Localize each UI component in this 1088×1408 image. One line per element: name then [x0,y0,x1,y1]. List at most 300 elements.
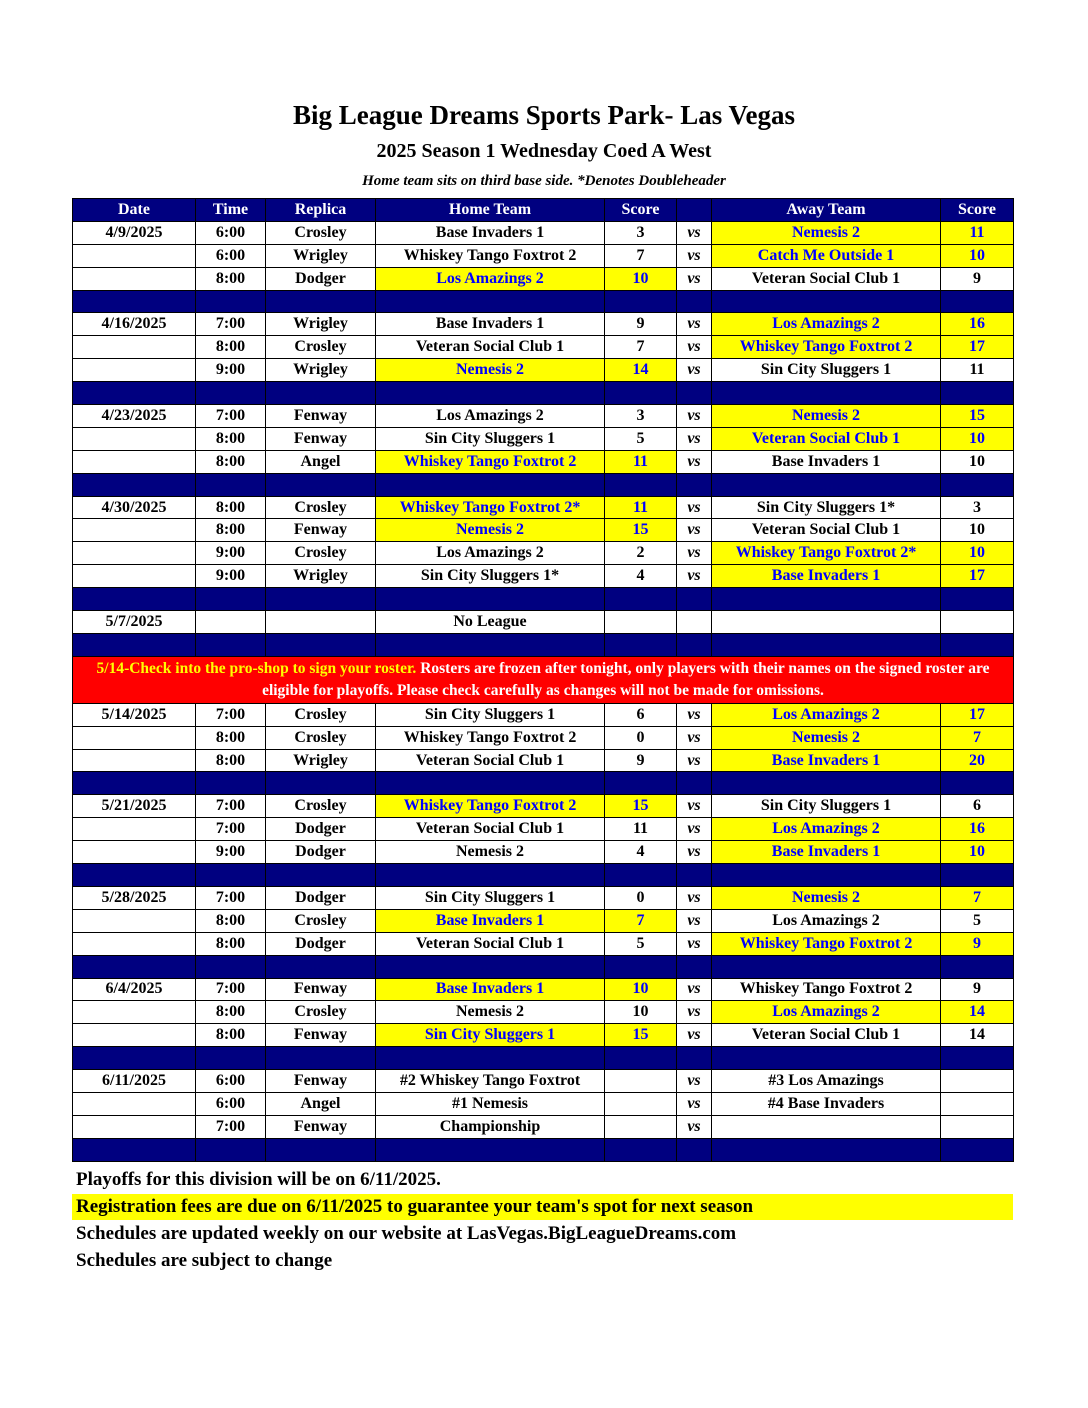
home-score-cell: 4 [605,841,677,864]
replica-cell: Fenway [266,519,376,542]
away-score-cell: 20 [941,749,1014,772]
replica-cell: Crosley [266,542,376,565]
time-cell: 8:00 [196,427,266,450]
time-cell: 7:00 [196,818,266,841]
separator-cell [266,382,376,405]
separator-cell [266,588,376,611]
separator-cell [73,1047,196,1070]
time-cell: 8:00 [196,726,266,749]
replica-cell: Crosley [266,496,376,519]
separator-cell [941,290,1014,313]
vs-cell: vs [677,565,712,588]
separator-cell [605,772,677,795]
home-team-cell: Nemesis 2 [376,1001,605,1024]
separator-cell [677,1138,712,1161]
separator-cell [605,382,677,405]
away-team-cell: Whiskey Tango Foxtrot 2 [712,336,941,359]
separator-cell [677,382,712,405]
home-score-cell: 9 [605,313,677,336]
time-cell: 7:00 [196,886,266,909]
replica-cell [266,611,376,634]
separator-cell [266,955,376,978]
home-team-cell: Sin City Sluggers 1* [376,565,605,588]
playoffs-note: Playoffs for this division will be on 6/11/2025. [76,1169,441,1190]
separator-cell [712,588,941,611]
away-team-cell: #3 Los Amazings [712,1070,941,1093]
separator-cell [266,1047,376,1070]
vs-cell: vs [677,1092,712,1115]
replica-cell: Crosley [266,795,376,818]
away-team-cell: Veteran Social Club 1 [712,1024,941,1047]
separator-cell [941,1138,1014,1161]
game-row [73,336,1014,359]
registration-note: Registration fees are due on 6/11/2025 to guarantee your team's spot for next season [72,1194,1013,1220]
vs-cell: vs [677,703,712,726]
away-team-cell: Catch Me Outside 1 [712,244,941,267]
home-score-cell: 9 [605,749,677,772]
separator-cell [605,1138,677,1161]
time-cell: 6:00 [196,1092,266,1115]
home-team-cell: Nemesis 2 [376,359,605,382]
home-score-cell [605,1115,677,1138]
vs-cell: vs [677,1001,712,1024]
time-cell: 6:00 [196,1070,266,1093]
home-score-cell: 7 [605,244,677,267]
home-score-cell: 10 [605,978,677,1001]
separator-cell [376,864,605,887]
separator-cell [677,955,712,978]
away-team-cell: Sin City Sluggers 1 [712,359,941,382]
home-team-cell: Nemesis 2 [376,841,605,864]
away-team-cell: Los Amazings 2 [712,818,941,841]
vs-cell: vs [677,542,712,565]
replica-cell: Wrigley [266,313,376,336]
game-row [73,496,1014,519]
away-score-cell: 14 [941,1001,1014,1024]
home-score-cell: 11 [605,496,677,519]
website-note: Schedules are updated weekly on our website at LasVegas.BigLeagueDreams.com [76,1223,737,1244]
replica-cell: Crosley [266,1001,376,1024]
time-cell: 8:00 [196,749,266,772]
game-row [73,313,1014,336]
replica-cell: Dodger [266,267,376,290]
home-score-cell: 11 [605,450,677,473]
time-cell: 6:00 [196,244,266,267]
separator-cell [605,290,677,313]
away-score-cell: 17 [941,336,1014,359]
home-team-cell: Base Invaders 1 [376,909,605,932]
date-cell [73,1001,196,1024]
separator-cell [941,473,1014,496]
replica-cell: Angel [266,450,376,473]
away-score-cell: 10 [941,244,1014,267]
separator-cell [712,1138,941,1161]
table-header-row [73,199,1014,222]
away-team-cell: Whiskey Tango Foxtrot 2 [712,932,941,955]
away-team-cell: Sin City Sluggers 1* [712,496,941,519]
away-score-cell: 11 [941,221,1014,244]
separator-cell [196,1047,266,1070]
home-score-cell: 15 [605,795,677,818]
separator-row [73,864,1014,887]
away-team-cell: Whiskey Tango Foxtrot 2* [712,542,941,565]
home-team-cell: Sin City Sluggers 1 [376,886,605,909]
home-score-cell: 4 [605,565,677,588]
time-cell: 8:00 [196,267,266,290]
separator-cell [677,290,712,313]
game-row [73,703,1014,726]
replica-cell: Crosley [266,336,376,359]
time-cell: 8:00 [196,519,266,542]
time-cell: 8:00 [196,932,266,955]
separator-cell [196,864,266,887]
away-team-cell: Nemesis 2 [712,221,941,244]
home-score-cell: 14 [605,359,677,382]
separator-cell [266,864,376,887]
col-header-away-score: Score [941,199,1014,222]
separator-row [73,382,1014,405]
roster-notice-body: Rosters are frozen after tonight, only players with their names on the signed roster are eligible for playoffs. Please check carefully as changes will not be made for omissions. [262,659,990,699]
time-cell: 7:00 [196,795,266,818]
game-row [73,909,1014,932]
separator-cell [677,864,712,887]
separator-cell [376,290,605,313]
separator-cell [266,633,376,656]
vs-cell: vs [677,496,712,519]
vs-cell: vs [677,221,712,244]
page-title: Big League Dreams Sports Park- Las Vegas [292,100,796,130]
away-team-cell: Nemesis 2 [712,726,941,749]
separator-cell [376,1138,605,1161]
game-row [73,1115,1014,1138]
separator-cell [677,633,712,656]
separator-cell [712,382,941,405]
away-team-cell: Veteran Social Club 1 [712,267,941,290]
separator-cell [196,633,266,656]
replica-cell: Crosley [266,703,376,726]
home-team-cell: Veteran Social Club 1 [376,749,605,772]
separator-cell [266,290,376,313]
game-row [73,221,1014,244]
away-score-cell: 9 [941,978,1014,1001]
home-score-cell: 5 [605,427,677,450]
home-score-cell: 7 [605,336,677,359]
replica-cell: Fenway [266,1115,376,1138]
date-cell [73,565,196,588]
roster-notice [73,656,1014,703]
roster-notice-row [73,656,1014,703]
home-score-cell: 11 [605,818,677,841]
separator-cell [376,1047,605,1070]
date-cell [73,542,196,565]
separator-cell [712,955,941,978]
date-cell [73,909,196,932]
vs-cell: vs [677,359,712,382]
separator-cell [376,382,605,405]
game-row [73,565,1014,588]
separator-cell [73,955,196,978]
game-row [73,359,1014,382]
vs-cell: vs [677,1024,712,1047]
game-row [73,978,1014,1001]
replica-cell: Angel [266,1092,376,1115]
away-team-cell: Base Invaders 1 [712,450,941,473]
home-team-cell: Whiskey Tango Foxtrot 2 [376,795,605,818]
vs-cell: vs [677,932,712,955]
home-team-cell: Championship [376,1115,605,1138]
game-row [73,1070,1014,1093]
date-cell: 5/28/2025 [73,886,196,909]
date-cell: 5/14/2025 [73,703,196,726]
col-header-vs [677,199,712,222]
home-score-cell: 3 [605,221,677,244]
separator-cell [376,588,605,611]
replica-cell: Fenway [266,405,376,428]
vs-cell [677,611,712,634]
home-score-cell: 15 [605,519,677,542]
home-team-cell: Veteran Social Club 1 [376,336,605,359]
away-team-cell [712,1115,941,1138]
game-row [73,405,1014,428]
game-row [73,841,1014,864]
replica-cell: Wrigley [266,244,376,267]
away-score-cell: 10 [941,841,1014,864]
replica-cell: Wrigley [266,359,376,382]
away-team-cell: Nemesis 2 [712,886,941,909]
replica-cell: Dodger [266,932,376,955]
change-note: Schedules are subject to change [76,1250,333,1271]
vs-cell: vs [677,749,712,772]
away-score-cell: 17 [941,565,1014,588]
separator-cell [73,382,196,405]
separator-cell [605,588,677,611]
vs-cell: vs [677,450,712,473]
away-score-cell: 5 [941,909,1014,932]
separator-cell [605,1047,677,1070]
time-cell: 8:00 [196,909,266,932]
home-team-cell: Los Amazings 2 [376,267,605,290]
vs-cell: vs [677,313,712,336]
home-score-cell: 10 [605,267,677,290]
vs-cell: vs [677,909,712,932]
separator-cell [196,955,266,978]
game-row [73,244,1014,267]
col-header-home-team: Home Team [376,199,605,222]
date-cell [73,1092,196,1115]
separator-cell [941,772,1014,795]
away-score-cell: 9 [941,932,1014,955]
separator-cell [941,382,1014,405]
separator-cell [941,955,1014,978]
replica-cell: Fenway [266,978,376,1001]
away-team-cell: Sin City Sluggers 1 [712,795,941,818]
separator-cell [266,772,376,795]
date-cell: 6/4/2025 [73,978,196,1001]
date-cell [73,1024,196,1047]
home-score-cell: 10 [605,1001,677,1024]
vs-cell: vs [677,519,712,542]
separator-cell [73,772,196,795]
vs-cell: vs [677,244,712,267]
date-cell: 6/11/2025 [73,1070,196,1093]
vs-cell: vs [677,267,712,290]
separator-cell [196,473,266,496]
game-row [73,542,1014,565]
separator-cell [73,1138,196,1161]
home-score-cell [605,611,677,634]
home-team-cell: #1 Nemesis [376,1092,605,1115]
away-team-cell: Base Invaders 1 [712,749,941,772]
replica-cell: Crosley [266,221,376,244]
date-cell [73,267,196,290]
away-team-cell: Base Invaders 1 [712,565,941,588]
home-team-cell: Sin City Sluggers 1 [376,427,605,450]
game-row [73,1092,1014,1115]
away-team-cell: Los Amazings 2 [712,909,941,932]
schedule-table [72,198,1014,1162]
home-team-cell: Base Invaders 1 [376,221,605,244]
col-header-date: Date [73,199,196,222]
separator-cell [712,290,941,313]
home-score-cell [605,1070,677,1093]
vs-cell: vs [677,1070,712,1093]
separator-cell [605,633,677,656]
game-row [73,611,1014,634]
away-team-cell: Veteran Social Club 1 [712,519,941,542]
separator-row [73,588,1014,611]
home-team-cell: #2 Whiskey Tango Foxtrot [376,1070,605,1093]
separator-cell [196,588,266,611]
away-team-cell: #4 Base Invaders [712,1092,941,1115]
away-score-cell: 10 [941,542,1014,565]
date-cell [73,841,196,864]
home-team-cell: Los Amazings 2 [376,542,605,565]
date-cell [73,749,196,772]
separator-row [73,772,1014,795]
home-team-cell: Base Invaders 1 [376,978,605,1001]
replica-cell: Fenway [266,1070,376,1093]
home-team-cell: Base Invaders 1 [376,313,605,336]
home-team-cell: Veteran Social Club 1 [376,932,605,955]
home-score-cell: 3 [605,405,677,428]
game-row [73,818,1014,841]
game-row [73,450,1014,473]
separator-row [73,290,1014,313]
home-team-cell: Veteran Social Club 1 [376,818,605,841]
game-row [73,726,1014,749]
replica-cell: Crosley [266,726,376,749]
game-row [73,1024,1014,1047]
home-team-cell: Whiskey Tango Foxtrot 2 [376,244,605,267]
away-score-cell: 10 [941,450,1014,473]
date-cell [73,427,196,450]
replica-cell: Dodger [266,886,376,909]
schedule-body [73,221,1014,1161]
separator-cell [677,473,712,496]
separator-cell [376,633,605,656]
vs-cell: vs [677,405,712,428]
away-team-cell: Whiskey Tango Foxtrot 2 [712,978,941,1001]
vs-cell: vs [677,818,712,841]
separator-cell [712,1047,941,1070]
time-cell: 8:00 [196,336,266,359]
separator-cell [266,1138,376,1161]
separator-cell [605,955,677,978]
separator-row [73,1047,1014,1070]
separator-cell [712,864,941,887]
vs-cell: vs [677,336,712,359]
home-score-cell: 6 [605,703,677,726]
separator-cell [712,473,941,496]
game-row [73,932,1014,955]
page-subtitle: 2025 Season 1 Wednesday Coed A West [376,140,712,162]
separator-cell [196,382,266,405]
separator-cell [941,1047,1014,1070]
away-score-cell: 7 [941,726,1014,749]
replica-cell: Dodger [266,818,376,841]
date-cell: 5/7/2025 [73,611,196,634]
time-cell: 9:00 [196,542,266,565]
home-team-cell: No League [376,611,605,634]
date-cell [73,932,196,955]
separator-cell [605,473,677,496]
home-score-cell: 0 [605,886,677,909]
home-team-cell: Sin City Sluggers 1 [376,703,605,726]
home-score-cell [605,1092,677,1115]
home-team-cell: Los Amazings 2 [376,405,605,428]
away-score-cell: 16 [941,818,1014,841]
away-score-cell: 16 [941,313,1014,336]
col-header-home-score: Score [605,199,677,222]
separator-cell [376,473,605,496]
time-cell: 8:00 [196,450,266,473]
separator-cell [73,864,196,887]
time-cell: 9:00 [196,359,266,382]
time-cell: 8:00 [196,496,266,519]
away-score-cell: 11 [941,359,1014,382]
away-score-cell: 6 [941,795,1014,818]
separator-cell [677,588,712,611]
date-cell [73,519,196,542]
time-cell: 6:00 [196,221,266,244]
game-row [73,519,1014,542]
vs-cell: vs [677,1115,712,1138]
date-cell [73,336,196,359]
time-cell: 7:00 [196,1115,266,1138]
separator-cell [712,772,941,795]
home-score-cell: 0 [605,726,677,749]
time-cell: 8:00 [196,1024,266,1047]
separator-row [73,473,1014,496]
away-score-cell: 10 [941,519,1014,542]
away-team-cell: Los Amazings 2 [712,1001,941,1024]
schedule-note: Home team sits on third base side. *Denotes Doubleheader [362,173,726,189]
away-score-cell [941,611,1014,634]
separator-cell [376,772,605,795]
away-score-cell: 3 [941,496,1014,519]
vs-cell: vs [677,978,712,1001]
time-cell: 7:00 [196,405,266,428]
game-row [73,749,1014,772]
home-team-cell: Nemesis 2 [376,519,605,542]
away-team-cell: Nemesis 2 [712,405,941,428]
home-score-cell: 5 [605,932,677,955]
date-cell [73,1115,196,1138]
roster-notice-head: 5/14-Check into the pro-shop to sign your roster. [96,659,417,677]
game-row [73,1001,1014,1024]
separator-cell [73,633,196,656]
time-cell: 9:00 [196,565,266,588]
